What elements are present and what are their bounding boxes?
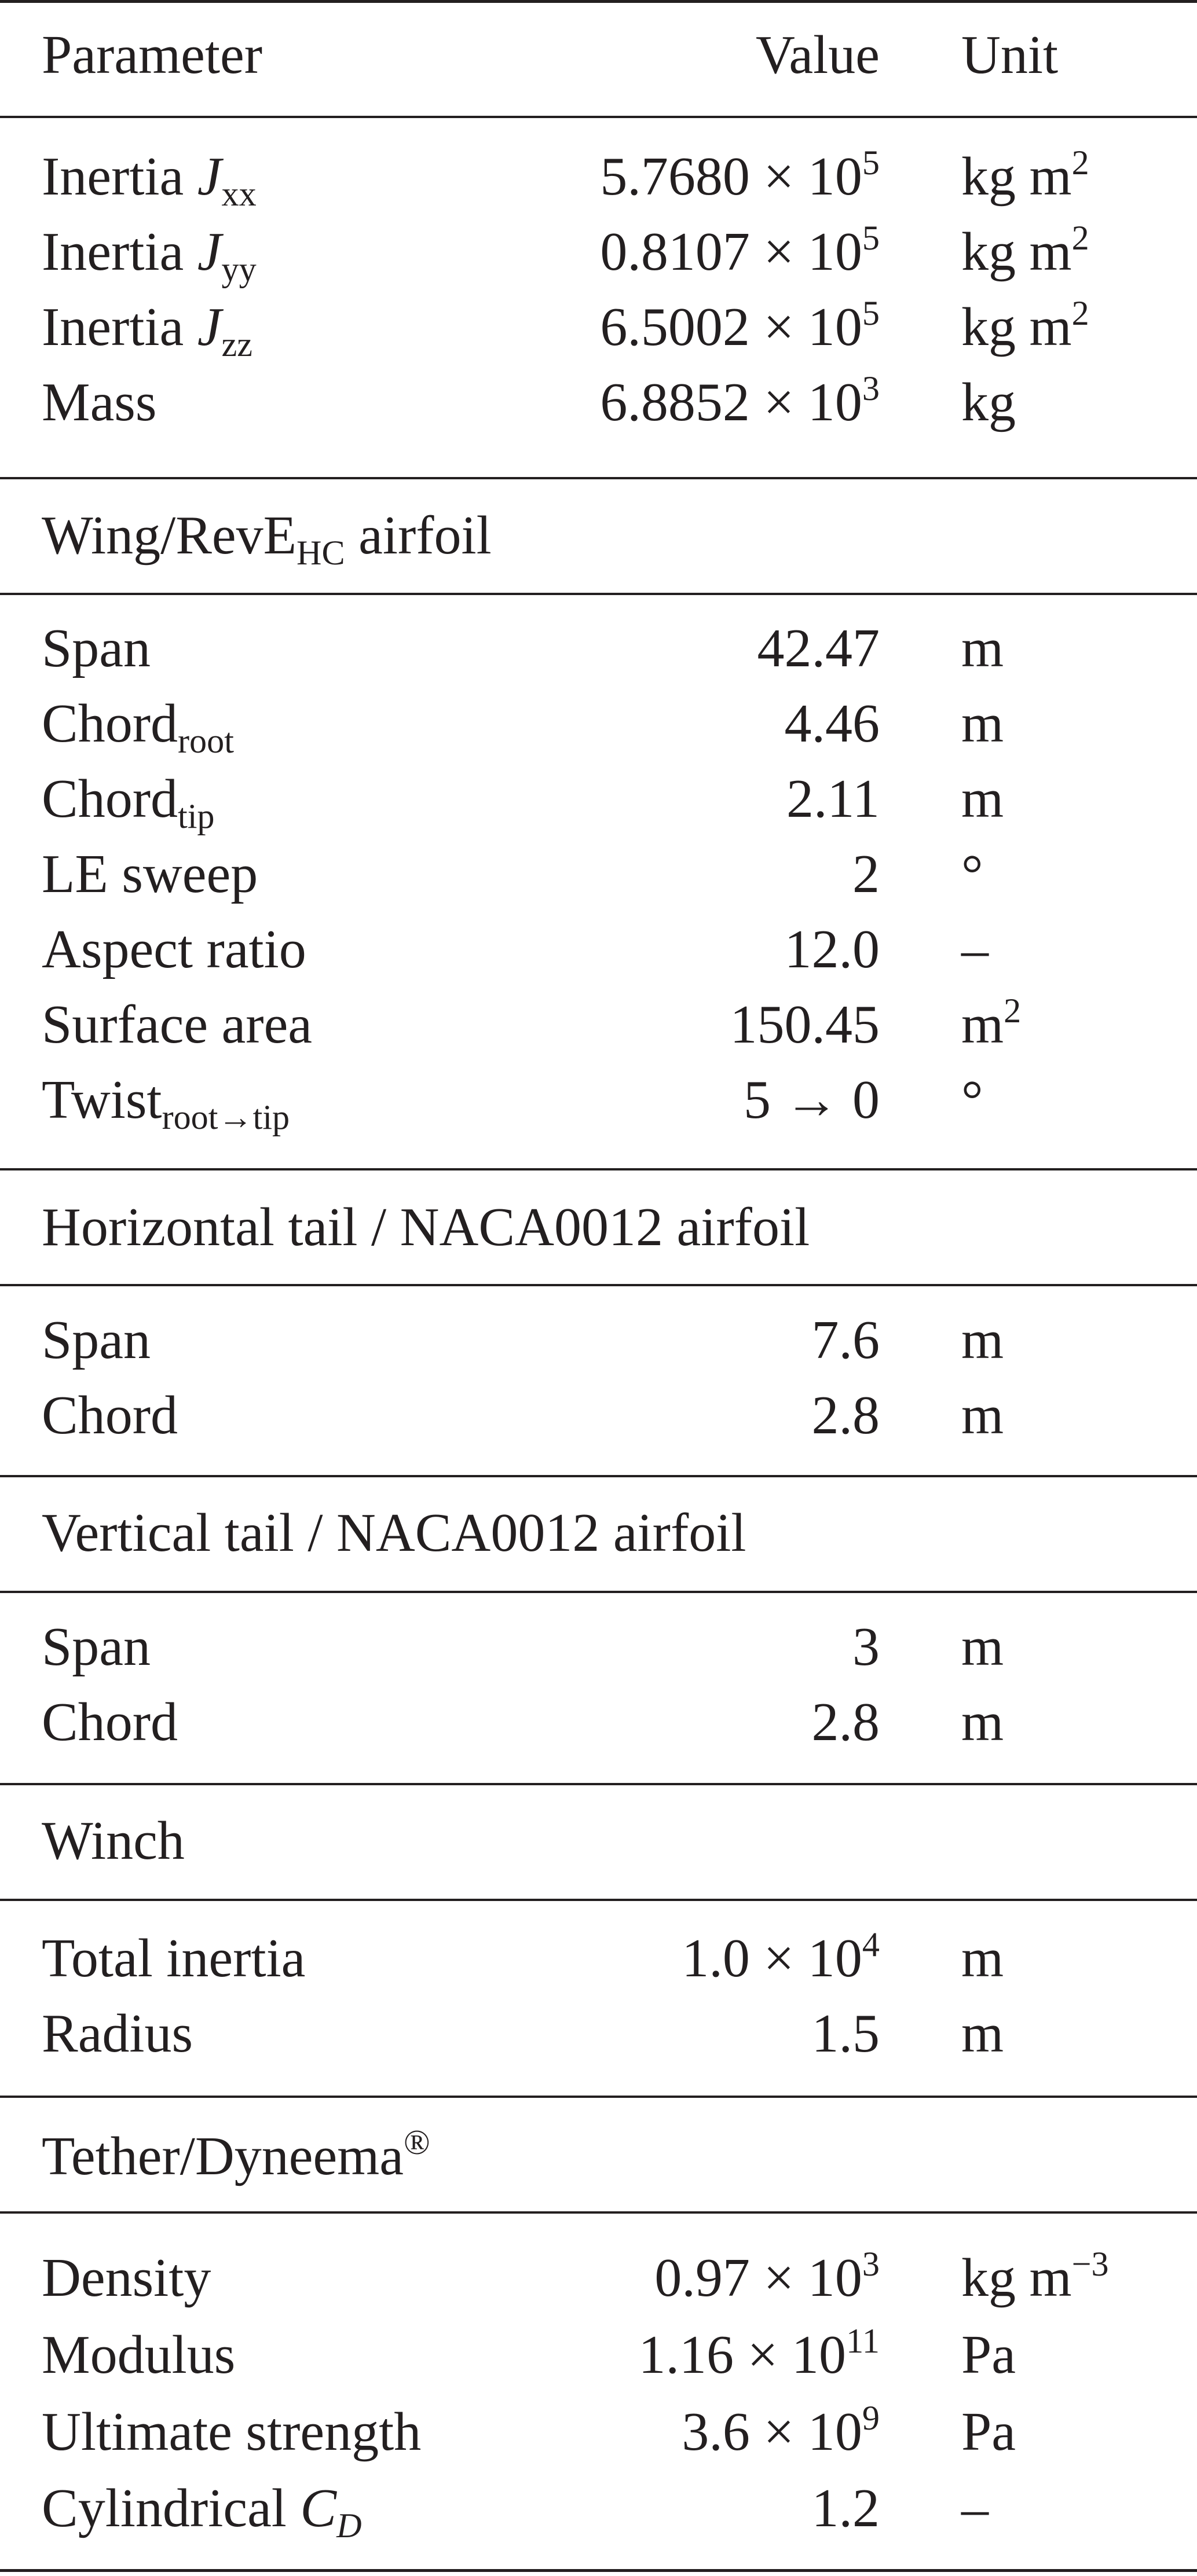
param-value: 2.8	[811, 1692, 880, 1752]
param-label: Chord$_{root}$	[42, 693, 234, 761]
param-unit: kg $m^2$	[961, 219, 1089, 282]
param-value: 5 → 0	[744, 1070, 880, 1130]
param-label: Span	[42, 1617, 151, 1677]
section-rule	[0, 1783, 1197, 1785]
param-unit: m	[961, 1692, 1004, 1752]
param-value: $3.6 \times 10^9$	[682, 2399, 880, 2462]
param-unit: Pa	[961, 2325, 1016, 2385]
param-value: 2	[852, 844, 880, 904]
table-row	[0, 1378, 1197, 1453]
header-parameter: Parameter	[42, 25, 263, 85]
header-unit: Unit	[961, 25, 1059, 85]
param-unit: m	[961, 769, 1004, 829]
param-unit: m	[961, 1617, 1004, 1677]
table-bottom-rule	[0, 2569, 1197, 2572]
table-row	[0, 2471, 1197, 2546]
section-rule	[0, 1591, 1197, 1593]
param-unit: m	[961, 2003, 1004, 2064]
table-row	[0, 611, 1197, 686]
param-value: 3	[852, 1617, 880, 1677]
param-value: 4.46	[784, 693, 880, 754]
section-rule	[0, 1284, 1197, 1286]
table-row	[0, 2240, 1197, 2316]
param-label: Chord	[42, 1385, 178, 1445]
param-label: Mass	[42, 372, 157, 432]
param-unit: °	[961, 844, 983, 904]
section-title-vertical-tail: Vertical tail / NACA0012 airfoil	[42, 1503, 746, 1563]
param-label: Ultimate strength	[42, 2402, 422, 2462]
param-unit: –	[961, 919, 989, 979]
param-value: $0.97 \times 10^3$	[654, 2245, 880, 2308]
header-value: Value	[755, 25, 880, 85]
param-label: Density	[42, 2248, 211, 2308]
table-row	[0, 289, 1197, 365]
section-title-horizontal-tail: Horizontal tail / NACA0012 airfoil	[42, 1197, 810, 1257]
table-row	[0, 365, 1197, 440]
param-unit: kg $m^{-3}$	[961, 2245, 1109, 2308]
table-row	[0, 1996, 1197, 2071]
table-row	[0, 836, 1197, 912]
section-rule	[0, 1168, 1197, 1170]
table-row	[0, 1609, 1197, 1685]
table-row	[0, 761, 1197, 836]
param-label: Span	[42, 1310, 151, 1370]
param-unit: m	[961, 1310, 1004, 1370]
table-row	[0, 1302, 1197, 1378]
param-label: Cylindrical $C_D$	[42, 2478, 362, 2546]
param-label: Chord$_{tip}$	[42, 769, 215, 836]
section-rule	[0, 593, 1197, 595]
param-unit: kg	[961, 372, 1016, 432]
param-label: Aspect ratio	[42, 919, 306, 979]
table-row	[0, 912, 1197, 987]
table-row	[0, 214, 1197, 289]
param-value: 42.47	[757, 618, 880, 678]
param-label: Radius	[42, 2003, 193, 2064]
section-title-wing: Wing/RevE$_{HC}$ airfoil	[42, 505, 492, 573]
table-row	[0, 2394, 1197, 2469]
param-label: Inertia $J_{xx}$	[42, 146, 257, 214]
param-label: Total inertia	[42, 1928, 306, 1988]
header-rule	[0, 116, 1197, 118]
param-value: 150.45	[730, 995, 880, 1055]
section-title-tether: Tether/Dyneema®	[42, 2123, 430, 2186]
param-unit: –	[961, 2478, 989, 2538]
param-label: Span	[42, 618, 151, 678]
table-row	[0, 139, 1197, 214]
section-rule	[0, 2096, 1197, 2098]
param-unit: m	[961, 1928, 1004, 1988]
param-unit: m	[961, 1385, 1004, 1445]
param-value: 2.11	[786, 769, 880, 829]
section-rule	[0, 477, 1197, 479]
param-unit: $m^2$	[961, 992, 1022, 1055]
param-value: 1.2	[811, 2478, 880, 2538]
param-unit: Pa	[961, 2402, 1016, 2462]
param-value: 1.5	[811, 2003, 880, 2064]
param-label: LE sweep	[42, 844, 258, 904]
param-unit: °	[961, 1070, 983, 1130]
table-row	[0, 1062, 1197, 1137]
param-value: $5.7680 \times 10^5$	[600, 144, 880, 207]
param-label: Modulus	[42, 2325, 236, 2385]
param-unit: kg $m^2$	[961, 144, 1089, 207]
table-row	[0, 686, 1197, 761]
param-label: Chord	[42, 1692, 178, 1752]
param-unit: kg $m^2$	[961, 294, 1089, 357]
param-label: Twist$_{root\to tip}$	[42, 1070, 290, 1137]
param-value: 12.0	[784, 919, 880, 979]
section-rule	[0, 1475, 1197, 1477]
param-unit: m	[961, 618, 1004, 678]
table-row	[0, 1685, 1197, 1760]
table-row	[0, 2317, 1197, 2392]
param-label: Surface area	[42, 995, 313, 1055]
param-label: Inertia $J_{zz}$	[42, 297, 252, 365]
table-header-row	[0, 17, 1197, 93]
param-value: $6.8852 \times 10^3$	[600, 369, 880, 432]
param-value: $6.5002 \times 10^5$	[600, 294, 880, 357]
param-label: Inertia $J_{yy}$	[42, 222, 257, 289]
table-row	[0, 987, 1197, 1062]
section-rule	[0, 1899, 1197, 1901]
param-value: $0.8107 \times 10^5$	[600, 219, 880, 282]
table-top-rule	[0, 0, 1197, 3]
section-title-winch: Winch	[42, 1811, 185, 1871]
section-rule	[0, 2211, 1197, 2214]
param-unit: m	[961, 693, 1004, 754]
table-row	[0, 1921, 1197, 1996]
param-value: $1.16 \times 10^{11}$	[638, 2322, 880, 2385]
param-value: 7.6	[811, 1310, 880, 1370]
param-value: $1.0 \times 10^4$	[682, 1925, 880, 1988]
param-value: 2.8	[811, 1385, 880, 1445]
